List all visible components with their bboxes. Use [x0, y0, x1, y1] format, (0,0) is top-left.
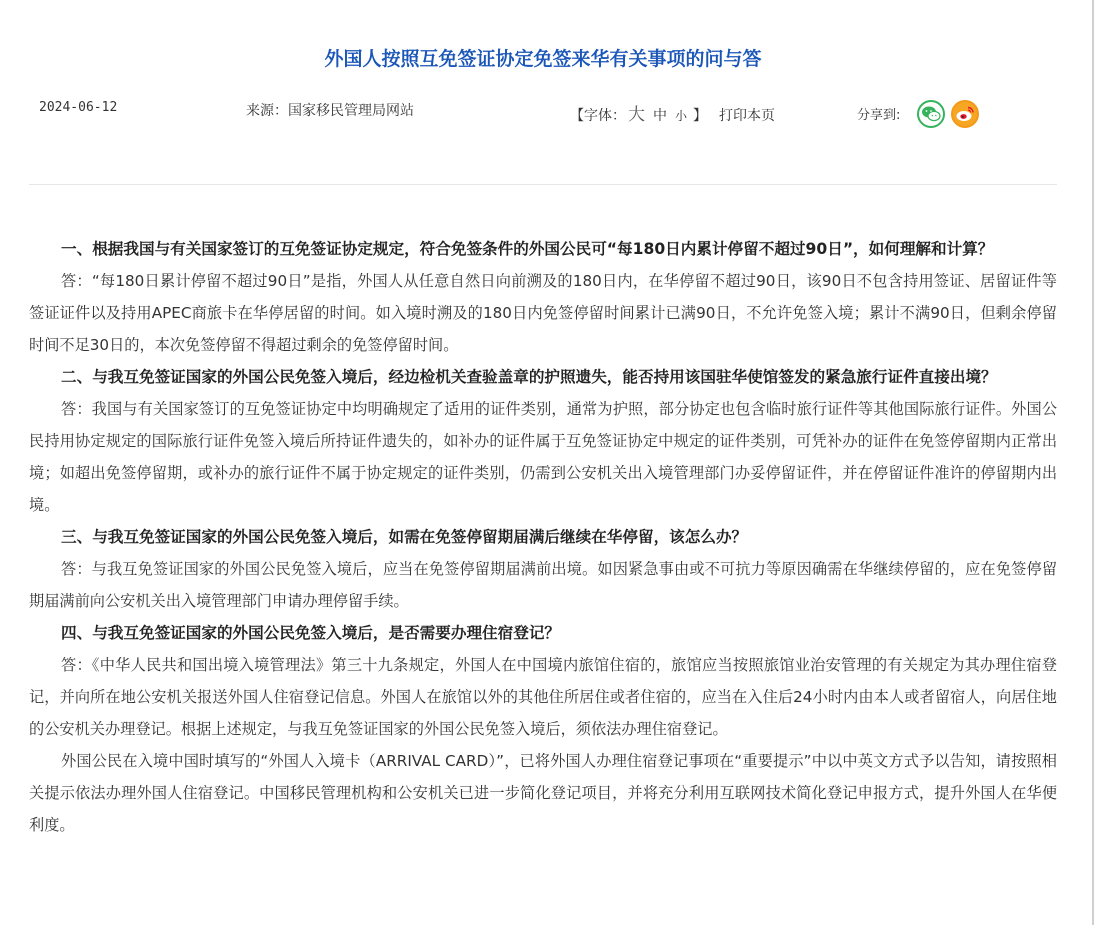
font-size-big-button[interactable]: 大 — [628, 105, 645, 125]
font-size-medium-button[interactable]: 中 — [653, 108, 667, 124]
answer-paragraph: 答：“每180日累计停留不超过90日”是指，外国人从任意自然日向前溯及的180日内，在华停留不超过90日，该90日不包含持用签证、居留证件等签证证件以及持用APEC商旅卡在华停居留的时间。如入境时溯及的180日内免签停留时间累计已满90日，不允许免签入境；累计不满90日，但剩余停留时间不足30日的，本次免签停留不得超过剩余的免签停留时间。 — [29, 272, 1057, 354]
article-source: 来源：国家移民管理局网站 — [246, 103, 414, 119]
answer-paragraph: 外国公民在入境中国时填写的“外国人入境卡（ARRIVAL CARD）”，已将外国人办理住宿登记事项在“重要提示”中以中英文方式予以告知，请按照相关提示依法办理外国人住宿登记。中国移民管理机构和公安机关已进一步简化登记项目，并将充分利用互联网技术简化登记申报方式，提升外国人在华便利度。 — [29, 752, 1057, 834]
question-paragraph: 三、与我互免签证国家的外国公民免签入境后，如需在免签停留期届满后继续在华停留，该怎么办？ — [61, 528, 748, 546]
publish-date: 2024-06-12 — [39, 100, 118, 115]
wechat-icon[interactable] — [917, 100, 945, 128]
article-body — [29, 233, 1057, 841]
print-page-link[interactable]: 打印本页 — [719, 108, 776, 124]
answer-paragraph: 答：与我互免签证国家的外国公民免签入境后，应当在免签停留期届满前出境。如因紧急事由或不可抗力等原因确需在华继续停留的，应在免签停留期届满前向公安机关出入境管理部门申请办理停留手续。 — [29, 560, 1057, 610]
answer-paragraph: 答：《中华人民共和国出境入境管理法》第三十九条规定，外国人在中国境内旅馆住宿的，旅馆应当按照旅馆业治安管理的有关规定为其办理住宿登记，并向所在地公安机关报送外国人住宿登记信息。外国人在旅馆以外的其他住所居住或者住宿的，应当在入住后24小时内由本人或者留宿人，向居住地的公安机关办理登记。根据上述规定，与我互免签证国家的外国公民免签入境后，须依法办理住宿登记。 — [29, 656, 1057, 738]
answer-paragraph: 答：我国与有关国家签订的互免签证协定中均明确规定了适用的证件类别，通常为护照，部分协定也包含临时旅行证件等其他国际旅行证件。外国公民持用协定规定的国际旅行证件免签入境后所持证件遗失的，如补办的证件属于互免签证协定中规定的证件类别，可凭补办的证件在免签停留期内正常出境；如超出免签停留期，或补办的旅行证件不属于协定规定的证件类别，仍需到公安机关出入境管理部门办妥停留证件，并在停留证件准许的停留期内出境。 — [29, 400, 1057, 514]
article-title: 外国人按照互免签证协定免签来华有关事项的问与答 — [324, 48, 762, 70]
question-paragraph: 二、与我互免签证国家的外国公民免签入境后，经边检机关查验盖章的护照遗失，能否持用该国驻华使馆签发的紧急旅行证件直接出境？ — [61, 368, 997, 386]
font-control-close: 】 — [693, 108, 708, 124]
font-control-open: 【字体： — [570, 108, 626, 124]
share-label: 分享到: — [857, 108, 901, 123]
font-size-small-button[interactable]: 小 — [675, 109, 688, 123]
header-divider — [29, 184, 1057, 185]
question-paragraph: 四、与我互免签证国家的外国公民免签入境后，是否需要办理住宿登记？ — [61, 624, 561, 642]
font-size-control — [570, 100, 775, 125]
weibo-icon[interactable] — [951, 100, 979, 128]
question-paragraph: 一、根据我国与有关国家签订的互免签证协定规定，符合免签条件的外国公民可“每180日内累计停留不超过90日”，如何理解和计算？ — [61, 240, 994, 258]
